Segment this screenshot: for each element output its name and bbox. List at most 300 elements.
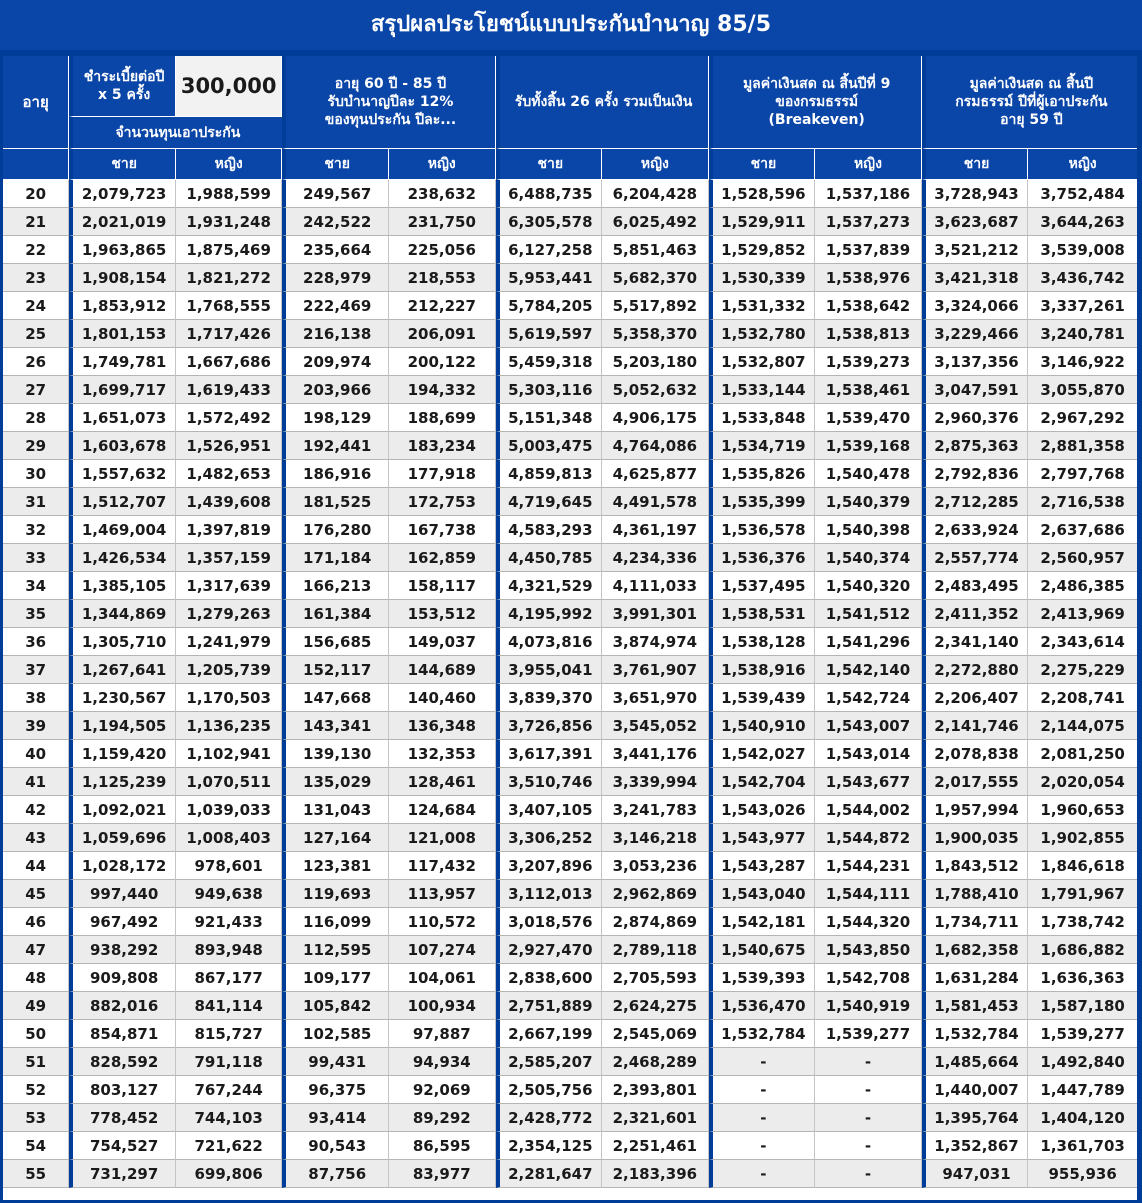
- cash-value-year9-female: 1,542,140: [815, 656, 922, 684]
- sum-insured-female: 1,875,469: [176, 236, 283, 264]
- cash-value-year9-female: 1,540,374: [815, 544, 922, 572]
- annuity-male: 209,974: [282, 348, 389, 376]
- table-row: [3, 908, 1137, 936]
- table-row: [3, 1132, 1137, 1160]
- total-male: 3,018,576: [496, 908, 603, 936]
- total-female: 4,906,175: [602, 404, 709, 432]
- cash-value-year9-male: 1,543,026: [709, 796, 816, 824]
- total-header: รับทั้งสิ้น 26 ครั้ง รวมเป็นเงิน: [496, 56, 709, 149]
- cash-value-age59-male: 1,532,784: [922, 1020, 1029, 1048]
- cash-value-age59-header: [922, 56, 1137, 149]
- cash-value-age59-male: 1,682,358: [922, 936, 1029, 964]
- total-female: 2,624,275: [602, 992, 709, 1020]
- sum-insured-male: 1,699,717: [69, 376, 176, 404]
- total-female: 4,491,578: [602, 488, 709, 516]
- sum-insured-male: 1,125,239: [69, 768, 176, 796]
- sum-insured-male: 1,469,004: [69, 516, 176, 544]
- annuity-female: 158,117: [389, 572, 496, 600]
- sum-insured-male: 938,292: [69, 936, 176, 964]
- cash-value-age59-female: 3,240,781: [1028, 320, 1137, 348]
- cash-value-year9-male: -: [709, 1048, 816, 1076]
- sum-insured-male: 1,557,632: [69, 460, 176, 488]
- cash-value-year9-female: 1,537,273: [815, 208, 922, 236]
- annuity-female: 144,689: [389, 656, 496, 684]
- cash-value-year9-female: 1,543,014: [815, 740, 922, 768]
- table-row: [3, 768, 1137, 796]
- cash-value-year9-male: 1,543,040: [709, 880, 816, 908]
- annuity-female: 83,977: [389, 1160, 496, 1188]
- cash-value-year9-header: [709, 56, 922, 149]
- cash-value-age59-female: 1,902,855: [1028, 824, 1137, 852]
- cash-value-year9-male: 1,540,910: [709, 712, 816, 740]
- total-male: 3,510,746: [496, 768, 603, 796]
- cash-value-year9-female: 1,544,231: [815, 852, 922, 880]
- sum-insured-male: 1,159,420: [69, 740, 176, 768]
- table-row: [3, 404, 1137, 432]
- cash-value-year9-male: 1,532,780: [709, 320, 816, 348]
- cash-value-age59-male: 2,141,746: [922, 712, 1029, 740]
- table-row: [3, 824, 1137, 852]
- annuity-female: 110,572: [389, 908, 496, 936]
- table-row: [3, 376, 1137, 404]
- sum-insured-female: 949,638: [176, 880, 283, 908]
- total-male: 2,838,600: [496, 964, 603, 992]
- annuity-male: 139,130: [282, 740, 389, 768]
- total-female: 2,705,593: [602, 964, 709, 992]
- total-male: 5,303,116: [496, 376, 603, 404]
- age-cell: 22: [3, 236, 69, 264]
- sum-insured-male: 882,016: [69, 992, 176, 1020]
- cash-value-age59-female: 2,081,250: [1028, 740, 1137, 768]
- cash-value-age59-female: 2,486,385: [1028, 572, 1137, 600]
- cash-value-year9-female: -: [815, 1104, 922, 1132]
- cash-value-year9-male: 1,543,287: [709, 852, 816, 880]
- annuity-male: 99,431: [282, 1048, 389, 1076]
- age-cell: 28: [3, 404, 69, 432]
- sum-insured-female: 767,244: [176, 1076, 283, 1104]
- annuity-female: 218,553: [389, 264, 496, 292]
- cv9-label-line3: (Breakeven): [768, 112, 865, 128]
- table-row: [3, 600, 1137, 628]
- sum-insured-male: 754,527: [69, 1132, 176, 1160]
- sum-insured-male: 778,452: [69, 1104, 176, 1132]
- cash-value-age59-male: 2,875,363: [922, 432, 1029, 460]
- annuity-label-line1: อายุ 60 ปี - 85 ปี: [334, 76, 447, 92]
- cash-value-age59-female: 3,337,261: [1028, 292, 1137, 320]
- total-male: 2,354,125: [496, 1132, 603, 1160]
- annuity-female: 149,037: [389, 628, 496, 656]
- cash-value-year9-female: 1,539,273: [815, 348, 922, 376]
- table-row: [3, 740, 1137, 768]
- annuity-male: 228,979: [282, 264, 389, 292]
- cash-value-age59-female: 1,492,840: [1028, 1048, 1137, 1076]
- cash-value-year9-male: 1,538,916: [709, 656, 816, 684]
- cv9-label-line2: ของกรมธรรม์: [775, 94, 859, 110]
- age-cell: 20: [3, 180, 69, 208]
- cash-value-year9-female: 1,540,919: [815, 992, 922, 1020]
- sum-insured-male: 2,079,723: [69, 180, 176, 208]
- total-female: 3,241,783: [602, 796, 709, 824]
- cash-value-year9-male: 1,540,675: [709, 936, 816, 964]
- table-row: [3, 936, 1137, 964]
- sum-insured-female: 1,317,639: [176, 572, 283, 600]
- annuity-female: 162,859: [389, 544, 496, 572]
- cash-value-year9-male: -: [709, 1160, 816, 1188]
- cash-value-age59-male: 3,728,943: [922, 180, 1029, 208]
- age-cell: 29: [3, 432, 69, 460]
- sum-insured-male: 1,344,869: [69, 600, 176, 628]
- total-female: 2,789,118: [602, 936, 709, 964]
- cash-value-year9-female: 1,540,398: [815, 516, 922, 544]
- annuity-male: 171,184: [282, 544, 389, 572]
- age-header-spacer: [3, 149, 69, 180]
- annuity-male: 216,138: [282, 320, 389, 348]
- table-row: [3, 852, 1137, 880]
- premium-amount: 300,000: [176, 56, 283, 117]
- sum-insured-female: 1,205,739: [176, 656, 283, 684]
- age-cell: 48: [3, 964, 69, 992]
- annuity-female: 167,738: [389, 516, 496, 544]
- sum-insured-female: 978,601: [176, 852, 283, 880]
- table-row: [3, 1160, 1137, 1188]
- cvend-label-line2: กรมธรรม์ ปีที่ผู้เอาประกัน: [955, 94, 1108, 110]
- cash-value-age59-male: 1,440,007: [922, 1076, 1029, 1104]
- cash-value-age59-female: 955,936: [1028, 1160, 1137, 1188]
- cash-value-age59-female: 2,208,741: [1028, 684, 1137, 712]
- table-header: [3, 56, 1137, 180]
- annuity-male: 123,381: [282, 852, 389, 880]
- cash-value-age59-female: 3,055,870: [1028, 376, 1137, 404]
- male-header: ชาย: [496, 149, 603, 180]
- cash-value-age59-male: 2,483,495: [922, 572, 1029, 600]
- sum-insured-male: 1,267,641: [69, 656, 176, 684]
- annuity-male: 249,567: [282, 180, 389, 208]
- cash-value-age59-female: 3,539,008: [1028, 236, 1137, 264]
- total-male: 3,726,856: [496, 712, 603, 740]
- table-row: [3, 488, 1137, 516]
- cash-value-age59-male: 2,017,555: [922, 768, 1029, 796]
- sum-insured-female: 1,039,033: [176, 796, 283, 824]
- total-female: 3,545,052: [602, 712, 709, 740]
- cash-value-year9-female: 1,538,813: [815, 320, 922, 348]
- table-row: [3, 208, 1137, 236]
- cash-value-year9-female: 1,544,111: [815, 880, 922, 908]
- sum-insured-male: 1,963,865: [69, 236, 176, 264]
- cash-value-year9-female: 1,540,379: [815, 488, 922, 516]
- table-row: [3, 264, 1137, 292]
- cash-value-year9-female: 1,538,461: [815, 376, 922, 404]
- age-cell: 52: [3, 1076, 69, 1104]
- age-cell: 38: [3, 684, 69, 712]
- total-female: 2,468,289: [602, 1048, 709, 1076]
- cash-value-age59-male: 2,411,352: [922, 600, 1029, 628]
- sum-insured-female: 791,118: [176, 1048, 283, 1076]
- sum-insured-male: 803,127: [69, 1076, 176, 1104]
- cash-value-age59-female: 1,960,653: [1028, 796, 1137, 824]
- cash-value-year9-female: 1,543,677: [815, 768, 922, 796]
- age-cell: 50: [3, 1020, 69, 1048]
- cash-value-year9-male: 1,535,826: [709, 460, 816, 488]
- table-row: [3, 236, 1137, 264]
- total-female: 5,203,180: [602, 348, 709, 376]
- cvend-label-line1: มูลค่าเงินสด ณ สิ้นปี: [969, 76, 1094, 92]
- cash-value-year9-female: 1,544,002: [815, 796, 922, 824]
- age-cell: 24: [3, 292, 69, 320]
- age-cell: 43: [3, 824, 69, 852]
- total-female: 3,053,236: [602, 852, 709, 880]
- annuity-female: 188,699: [389, 404, 496, 432]
- cash-value-age59-male: 1,631,284: [922, 964, 1029, 992]
- sum-insured-male: 909,808: [69, 964, 176, 992]
- female-header: หญิง: [602, 149, 709, 180]
- sum-insured-female: 1,717,426: [176, 320, 283, 348]
- annuity-label-line3: ของทุนประกัน ปีละ...: [324, 112, 457, 128]
- cash-value-year9-male: 1,528,596: [709, 180, 816, 208]
- annuity-female: 172,753: [389, 488, 496, 516]
- premium-header: [69, 56, 176, 117]
- cash-value-age59-male: 947,031: [922, 1160, 1029, 1188]
- female-header: หญิง: [815, 149, 922, 180]
- total-female: 2,962,869: [602, 880, 709, 908]
- total-female: 3,339,994: [602, 768, 709, 796]
- cash-value-age59-female: 3,752,484: [1028, 180, 1137, 208]
- cash-value-year9-female: -: [815, 1132, 922, 1160]
- annuity-female: 104,061: [389, 964, 496, 992]
- table-row: [3, 1076, 1137, 1104]
- annuity-male: 203,966: [282, 376, 389, 404]
- cash-value-age59-male: 1,843,512: [922, 852, 1029, 880]
- sum-insured-male: 1,028,172: [69, 852, 176, 880]
- total-male: 5,619,597: [496, 320, 603, 348]
- cash-value-year9-female: 1,537,186: [815, 180, 922, 208]
- table-row: [3, 656, 1137, 684]
- age-cell: 40: [3, 740, 69, 768]
- total-female: 4,234,336: [602, 544, 709, 572]
- table-row: [3, 1020, 1137, 1048]
- table-row: [3, 180, 1137, 208]
- sum-insured-male: 1,305,710: [69, 628, 176, 656]
- total-male: 5,953,441: [496, 264, 603, 292]
- cash-value-year9-male: 1,542,027: [709, 740, 816, 768]
- sum-insured-female: 1,397,819: [176, 516, 283, 544]
- annuity-male: 93,414: [282, 1104, 389, 1132]
- table-row: [3, 1104, 1137, 1132]
- cash-value-year9-male: 1,529,852: [709, 236, 816, 264]
- cash-value-age59-male: 3,047,591: [922, 376, 1029, 404]
- total-male: 4,321,529: [496, 572, 603, 600]
- age-cell: 39: [3, 712, 69, 740]
- annuity-female: 194,332: [389, 376, 496, 404]
- total-female: 2,545,069: [602, 1020, 709, 1048]
- annuity-female: 206,091: [389, 320, 496, 348]
- age-cell: 21: [3, 208, 69, 236]
- sum-insured-female: 1,482,653: [176, 460, 283, 488]
- sum-insured-female: 721,622: [176, 1132, 283, 1160]
- cash-value-year9-female: 1,543,850: [815, 936, 922, 964]
- age-header: อายุ: [3, 56, 69, 149]
- age-cell: 49: [3, 992, 69, 1020]
- cash-value-age59-male: 3,137,356: [922, 348, 1029, 376]
- cash-value-age59-female: 2,716,538: [1028, 488, 1137, 516]
- table-row: [3, 572, 1137, 600]
- cash-value-year9-female: 1,541,512: [815, 600, 922, 628]
- cash-value-year9-female: 1,540,320: [815, 572, 922, 600]
- cash-value-age59-female: 3,436,742: [1028, 264, 1137, 292]
- sum-insured-female: 1,170,503: [176, 684, 283, 712]
- cash-value-age59-female: 2,020,054: [1028, 768, 1137, 796]
- cash-value-year9-male: -: [709, 1132, 816, 1160]
- annuity-male: 186,916: [282, 460, 389, 488]
- cash-value-age59-female: 2,637,686: [1028, 516, 1137, 544]
- annuity-female: 183,234: [389, 432, 496, 460]
- annuity-female: 97,887: [389, 1020, 496, 1048]
- annuity-female: 94,934: [389, 1048, 496, 1076]
- sum-insured-female: 1,619,433: [176, 376, 283, 404]
- annuity-female: 200,122: [389, 348, 496, 376]
- sum-insured-male: 1,092,021: [69, 796, 176, 824]
- age-cell: 47: [3, 936, 69, 964]
- total-male: 3,306,252: [496, 824, 603, 852]
- sum-insured-male: 1,426,534: [69, 544, 176, 572]
- benefit-table-frame: [3, 56, 1137, 1200]
- table-row: [3, 544, 1137, 572]
- cash-value-age59-female: 2,343,614: [1028, 628, 1137, 656]
- total-male: 2,505,756: [496, 1076, 603, 1104]
- cash-value-age59-male: 2,341,140: [922, 628, 1029, 656]
- cash-value-age59-female: 3,146,922: [1028, 348, 1137, 376]
- cash-value-age59-male: 1,352,867: [922, 1132, 1029, 1160]
- total-male: 5,459,318: [496, 348, 603, 376]
- male-header: ชาย: [69, 149, 176, 180]
- annuity-male: 105,842: [282, 992, 389, 1020]
- cash-value-year9-female: 1,540,478: [815, 460, 922, 488]
- annuity-male: 90,543: [282, 1132, 389, 1160]
- total-female: 2,321,601: [602, 1104, 709, 1132]
- age-cell: 31: [3, 488, 69, 516]
- cash-value-age59-female: 1,686,882: [1028, 936, 1137, 964]
- table-row: [3, 432, 1137, 460]
- cash-value-age59-female: 1,404,120: [1028, 1104, 1137, 1132]
- annuity-male: 181,525: [282, 488, 389, 516]
- total-female: 2,874,869: [602, 908, 709, 936]
- cash-value-year9-female: 1,539,277: [815, 1020, 922, 1048]
- annuity-male: 87,756: [282, 1160, 389, 1188]
- sum-insured-female: 1,931,248: [176, 208, 283, 236]
- total-male: 3,617,391: [496, 740, 603, 768]
- table-row: [3, 292, 1137, 320]
- age-cell: 55: [3, 1160, 69, 1188]
- total-male: 4,195,992: [496, 600, 603, 628]
- age-cell: 54: [3, 1132, 69, 1160]
- cash-value-year9-male: 1,538,531: [709, 600, 816, 628]
- cash-value-year9-female: 1,539,470: [815, 404, 922, 432]
- total-female: 4,764,086: [602, 432, 709, 460]
- sum-insured-female: 1,357,159: [176, 544, 283, 572]
- cash-value-year9-female: 1,543,007: [815, 712, 922, 740]
- table-row: [3, 992, 1137, 1020]
- age-cell: 45: [3, 880, 69, 908]
- sum-insured-female: 841,114: [176, 992, 283, 1020]
- cash-value-year9-male: 1,534,719: [709, 432, 816, 460]
- age-cell: 32: [3, 516, 69, 544]
- table-row: [3, 796, 1137, 824]
- cash-value-year9-male: 1,533,144: [709, 376, 816, 404]
- cash-value-age59-male: 2,792,836: [922, 460, 1029, 488]
- total-male: 6,488,735: [496, 180, 603, 208]
- cash-value-year9-female: 1,537,839: [815, 236, 922, 264]
- cash-value-year9-male: 1,531,332: [709, 292, 816, 320]
- age-cell: 41: [3, 768, 69, 796]
- annuity-male: 127,164: [282, 824, 389, 852]
- table-row: [3, 320, 1137, 348]
- cash-value-year9-male: 1,542,181: [709, 908, 816, 936]
- cash-value-year9-male: 1,543,977: [709, 824, 816, 852]
- cash-value-year9-female: -: [815, 1160, 922, 1188]
- cash-value-year9-male: 1,538,128: [709, 628, 816, 656]
- annuity-male: 166,213: [282, 572, 389, 600]
- annuity-female: 153,512: [389, 600, 496, 628]
- cash-value-age59-female: 1,361,703: [1028, 1132, 1137, 1160]
- annuity-female: 132,353: [389, 740, 496, 768]
- sum-insured-female: 1,988,599: [176, 180, 283, 208]
- annuity-male: 112,595: [282, 936, 389, 964]
- total-male: 3,407,105: [496, 796, 603, 824]
- sum-insured-male: 1,059,696: [69, 824, 176, 852]
- cash-value-year9-male: -: [709, 1104, 816, 1132]
- annuity-male: 109,177: [282, 964, 389, 992]
- table-row: [3, 880, 1137, 908]
- cash-value-year9-male: 1,536,470: [709, 992, 816, 1020]
- male-header: ชาย: [282, 149, 389, 180]
- total-male: 6,305,578: [496, 208, 603, 236]
- age-cell: 34: [3, 572, 69, 600]
- table-row: [3, 348, 1137, 376]
- total-male: 5,003,475: [496, 432, 603, 460]
- annuity-male: 235,664: [282, 236, 389, 264]
- cash-value-age59-female: 1,738,742: [1028, 908, 1137, 936]
- sum-insured-female: 867,177: [176, 964, 283, 992]
- cash-value-year9-female: 1,539,168: [815, 432, 922, 460]
- annuity-female: 231,750: [389, 208, 496, 236]
- cash-value-year9-male: 1,536,578: [709, 516, 816, 544]
- cash-value-year9-female: 1,542,724: [815, 684, 922, 712]
- cash-value-age59-male: 1,485,664: [922, 1048, 1029, 1076]
- annuity-female: 121,008: [389, 824, 496, 852]
- sum-insured-female: 1,279,263: [176, 600, 283, 628]
- annuity-female: 92,069: [389, 1076, 496, 1104]
- total-male: 3,955,041: [496, 656, 603, 684]
- cash-value-age59-female: 2,413,969: [1028, 600, 1137, 628]
- total-female: 5,682,370: [602, 264, 709, 292]
- annuity-male: 192,441: [282, 432, 389, 460]
- annuity-male: 161,384: [282, 600, 389, 628]
- annuity-male: 156,685: [282, 628, 389, 656]
- sum-insured-male: 1,512,707: [69, 488, 176, 516]
- female-header: หญิง: [389, 149, 496, 180]
- annuity-male: 147,668: [282, 684, 389, 712]
- sum-insured-female: 1,008,403: [176, 824, 283, 852]
- total-female: 3,146,218: [602, 824, 709, 852]
- sum-insured-female: 1,768,555: [176, 292, 283, 320]
- cash-value-age59-male: 2,272,880: [922, 656, 1029, 684]
- total-female: 5,517,892: [602, 292, 709, 320]
- cash-value-age59-male: 1,581,453: [922, 992, 1029, 1020]
- cash-value-age59-male: 2,960,376: [922, 404, 1029, 432]
- annuity-male: 96,375: [282, 1076, 389, 1104]
- annuity-female: 117,432: [389, 852, 496, 880]
- annuity-label-line2: รับบำนาญปีละ 12%: [327, 94, 454, 110]
- premium-label-line2: x 5 ครั้ง: [97, 87, 151, 103]
